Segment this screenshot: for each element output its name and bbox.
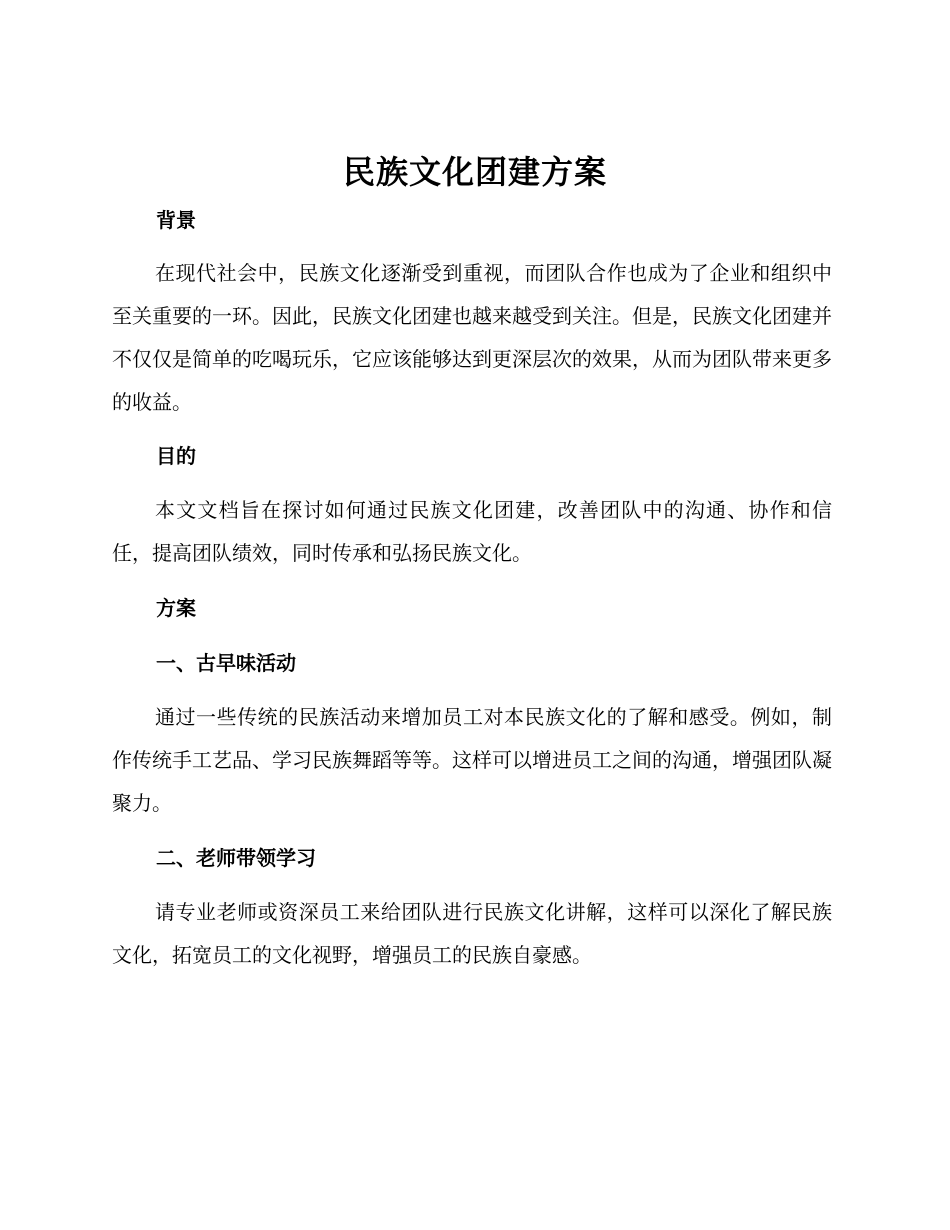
heading-activity-2: 二、老师带领学习 bbox=[156, 846, 316, 870]
document-title: 民族文化团建方案 bbox=[342, 153, 607, 191]
heading-plan: 方案 bbox=[156, 596, 196, 620]
paragraph-activity-2: 请专业老师或资深员工来给团队进行民族文化讲解，这样可以深化了解民族文化，拓宽员工的文化视野，增强员工的民族自豪感。 bbox=[112, 900, 832, 967]
heading-purpose: 目的 bbox=[156, 444, 196, 468]
heading-background: 背景 bbox=[156, 208, 196, 232]
paragraph-purpose: 本文文档旨在探讨如何通过民族文化团建，改善团队中的沟通、协作和信任，提高团队绩效，同时传承和弘扬民族文化。 bbox=[112, 498, 832, 565]
paragraph-background: 在现代社会中，民族文化逐渐受到重视，而团队合作也成为了企业和组织中至关重要的一环。因此，民族文化团建也越来越受到关注。但是，民族文化团建并不仅仅是简单的吃喝玩乐，它应该能够达到更深层次的效果，从而为团队带来更多的收益。 bbox=[112, 261, 832, 414]
paragraph-activity-1: 通过一些传统的民族活动来增加员工对本民族文化的了解和感受。例如，制作传统手工艺品、学习民族舞蹈等等。这样可以增进员工之间的沟通，增强团队凝聚力。 bbox=[112, 705, 832, 815]
heading-activity-1: 一、古早味活动 bbox=[156, 651, 296, 675]
